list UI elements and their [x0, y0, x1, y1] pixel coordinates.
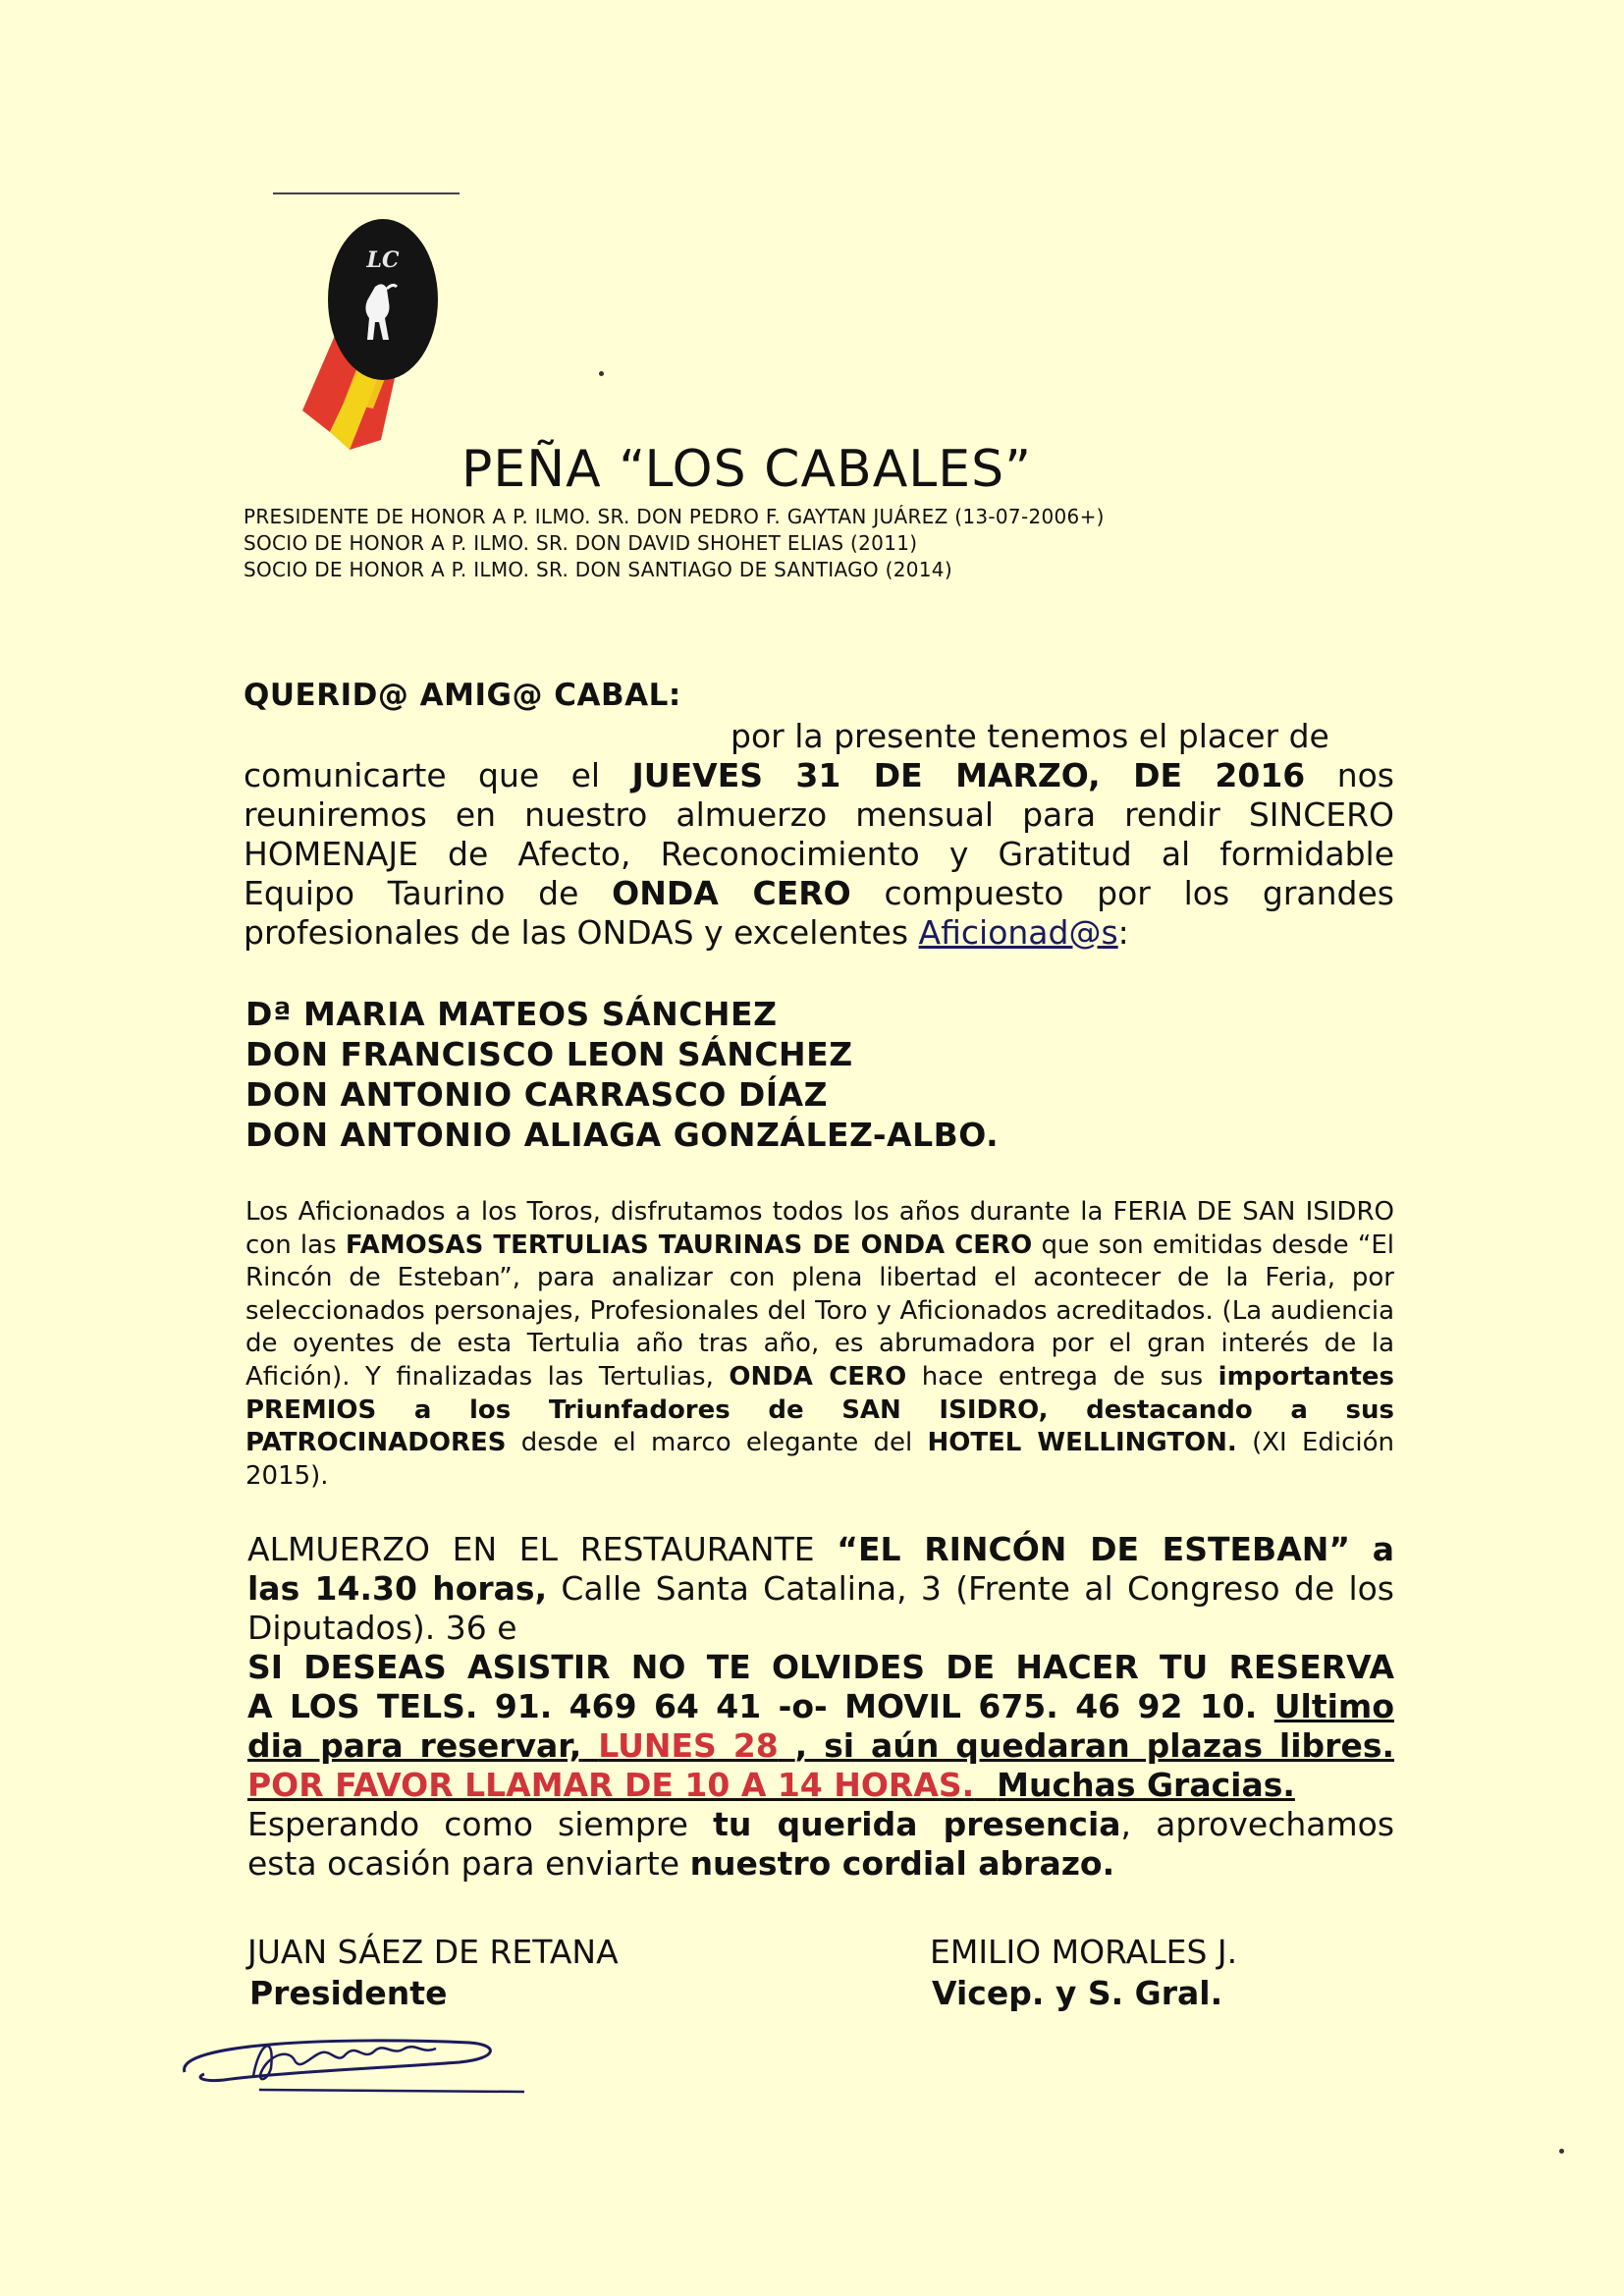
lunch-line-2 [247, 1569, 1394, 1609]
lunch-line-4: SI DESEAS ASISTIR NO TE OLVIDES DE HACER TU RESERVA [247, 1648, 1394, 1686]
body-bold: HOTEL WELLINGTON. [927, 1428, 1237, 1458]
body-bold: ONDA CERO [729, 1361, 907, 1392]
intro-text: nos [1336, 756, 1394, 794]
president-role: Presidente [249, 1974, 448, 2012]
intro-text: por la presente tenemos el placer de [731, 717, 1329, 755]
body-bold: FAMOSAS TERTULIAS TAURINAS DE ONDA CERO [345, 1230, 1033, 1260]
lunch-line-5 [247, 1687, 1394, 1726]
body-text: desde el marco elegante del [520, 1428, 913, 1458]
tertulias-paragraph [245, 1196, 1394, 1493]
logo-monogram: LC [366, 247, 400, 273]
intro-line-5 [244, 874, 1394, 913]
lunch-bold: nuestro cordial abrazo. [689, 1844, 1115, 1883]
lunch-text: , aprovechamos [1120, 1805, 1395, 1843]
intro-text: : [1117, 913, 1129, 952]
body-text: Los Aficionados a los Toros, disfrutamos todos los años durante la FERIA DE SAN ISIDRO con las [245, 1197, 1394, 1260]
lunch-text: a [1372, 1530, 1394, 1568]
lunch-text: , si aún quedaran plazas libres. [794, 1726, 1395, 1765]
lunch-line-1 [247, 1530, 1394, 1569]
honoree: Dª MARIA MATEOS SÁNCHEZ [245, 995, 778, 1033]
intro-line-6 [244, 913, 1394, 953]
top-rule [273, 192, 460, 194]
scan-speck [1559, 2149, 1564, 2154]
lunch-line-8 [247, 1805, 1394, 1844]
body-text: hace entrega de sus [921, 1361, 1204, 1392]
phone-numbers: A LOS TELS. 91. 469 64 41 -o- MOVIL 675. 46 92 10. [247, 1687, 1258, 1725]
thanks-text: Muchas Gracias. [997, 1766, 1295, 1804]
call-hours: POR FAVOR LLAMAR DE 10 A 14 HORAS. [247, 1766, 975, 1804]
lunch-text: ALMUERZO EN EL RESTAURANTE [247, 1530, 815, 1568]
salutation: QUERID@ AMIG@ CABAL: [244, 678, 681, 713]
lunch-line-7 [247, 1766, 1394, 1805]
lunch-bold: tu querida presencia [713, 1805, 1121, 1843]
intro-text: comunicarte que el [244, 756, 601, 794]
intro-line-3: reuniremos en nuestro almuerzo mensual para rendir SINCERO [244, 795, 1394, 834]
vice-president-role: Vicep. y S. Gral. [932, 1974, 1223, 2012]
honorees-list [245, 994, 999, 1155]
body-bold: importantes PREMIOS a los Triunfadores de SAN ISIDRO, destacando a sus PATROCINADORES [245, 1361, 1394, 1458]
intro-text: compuesto por los grandes [884, 874, 1394, 912]
honor-line-3: SOCIO DE HONOR A P. ILMO. SR. DON SANTIAGO DE SANTIAGO (2014) [244, 558, 952, 581]
deadline-date: LUNES 28 [598, 1726, 779, 1765]
intro-text: Equipo Taurino de [244, 874, 579, 912]
president-name: JUAN SÁEZ DE RETANA [247, 1933, 619, 1971]
intro-line-2 [244, 756, 1394, 795]
restaurant-name: “EL RINCÓN DE ESTEBAN” [837, 1530, 1351, 1568]
lunch-text: Ultimo [1273, 1687, 1394, 1725]
lunch-text: esta ocasión para enviarte [247, 1844, 680, 1883]
honoree: DON FRANCISCO LEON SÁNCHEZ [245, 1035, 853, 1073]
radio-name: ONDA CERO [612, 874, 851, 912]
lunch-paragraph [247, 1530, 1394, 1884]
page-title: PEÑA “LOS CABALES” [461, 440, 1033, 499]
honor-line-2: SOCIO DE HONOR A P. ILMO. SR. DON DAVID SHOHET ELIAS (2011) [244, 531, 918, 555]
lunch-line-6 [247, 1726, 1394, 1766]
lunch-line-3: Diputados). 36 e [247, 1609, 517, 1647]
body-text: (XI Edición 2015). [245, 1428, 1395, 1491]
intro-line-1 [244, 717, 1394, 756]
event-date: JUEVES 31 DE MARZO, DE 2016 [631, 756, 1306, 794]
honoree: DON ANTONIO ALIAGA GONZÁLEZ-ALBO. [245, 1116, 1000, 1154]
lunch-address: Calle Santa Catalina, 3 (Frente al Congreso de los [561, 1569, 1394, 1608]
body-text: que son emitidas desde “El Rincón de Esteban”, para analizar con plena libertad el acontecer de la Feria, por seleccionados personajes, Profesionales del Toro y Aficionados acreditados. (La audiencia de oyentes de esta Tertulia año tras año, es abrumadora por el gran interés de la Afición). Y finalizadas las Tertulias, [245, 1230, 1394, 1392]
honoree: DON ANTONIO CARRASCO DÍAZ [245, 1075, 828, 1114]
lunch-line-9 [247, 1844, 1394, 1884]
intro-line-4: HOMENAJE de Afecto, Reconocimiento y Gratitud al formidable [244, 835, 1394, 873]
aficionados-link: Aficionad@s [918, 913, 1118, 952]
vice-president-name: EMILIO MORALES J. [930, 1933, 1238, 1971]
lunch-time: las 14.30 horas, [247, 1569, 548, 1608]
scan-speck [599, 371, 604, 376]
honor-line-1: PRESIDENTE DE HONOR A P. ILMO. SR. DON PEDRO F. GAYTAN JUÁREZ (13-07-2006+) [244, 505, 1105, 528]
pena-logo [285, 206, 452, 462]
lunch-text: dia para reservar, [247, 1726, 582, 1765]
intro-text: profesionales de las ONDAS y excelentes [244, 913, 909, 952]
intro-paragraph [244, 717, 1394, 953]
handwritten-signature [165, 2003, 530, 2096]
lunch-text: Esperando como siempre [247, 1805, 688, 1843]
